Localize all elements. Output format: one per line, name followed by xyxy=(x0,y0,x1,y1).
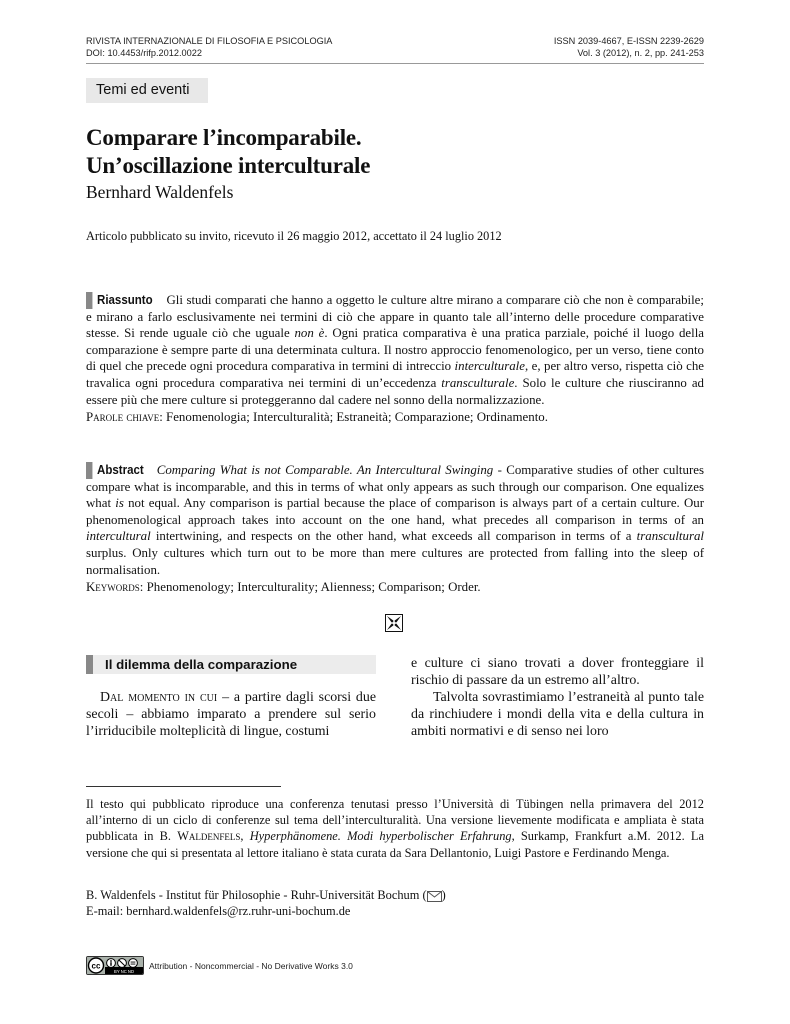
volume-info: Vol. 3 (2012), n. 2, pp. 241-253 xyxy=(577,48,704,58)
title-line-2: Un’oscillazione interculturale xyxy=(86,153,371,178)
section-heading: Il dilemma della comparazione xyxy=(86,655,376,674)
abstract-block xyxy=(86,462,704,596)
issn: ISSN 2039-4667, E-ISSN 2239-2629 xyxy=(553,36,704,46)
cc-license-badge[interactable] xyxy=(86,956,144,975)
body-column-left xyxy=(86,689,376,740)
envelope-icon[interactable] xyxy=(427,891,442,902)
article-title xyxy=(86,124,370,180)
affiliation-line xyxy=(86,887,704,903)
cc-by-nc-nd-icon xyxy=(87,957,143,974)
license-text[interactable]: Attribution - Noncommercial - No Derivative Works 3.0 xyxy=(149,960,353,971)
body-column-right xyxy=(411,655,704,740)
abstract-title: Comparing What is not Comparable. An Intercultural Swinging xyxy=(156,463,494,477)
opening-smallcaps: Dal momento in cui xyxy=(100,690,218,705)
author-name: Bernhard Waldenfels xyxy=(86,182,234,202)
running-header-right xyxy=(554,35,704,59)
journal-name: RIVISTA INTERNAZIONALE DI FILOSOFIA E PSICOLOGIA xyxy=(86,36,333,46)
riassunto-text-1: Gli studi comparati che hanno a oggetto le culture altre mirano a comparare ciò che non è comparabile; e mirano a farlo esclusivamente nei termini di ciò che appare in quanto tale all’interno delle procedure comparative stesse. Si rende uguale ciò che uguale xyxy=(86,293,704,341)
footnote-author-smallcaps: Waldenfels xyxy=(177,829,241,844)
cc-badge-caption: BY NC ND xyxy=(114,969,134,974)
riassunto-label: Riassunto xyxy=(86,292,153,309)
keywords-list: Phenomenology; Interculturality; Alienness; Comparison; Order. xyxy=(143,580,481,595)
abstract-text-4: surplus. Only cultures which turn out to be more than mere cultures are protected from falling into the sleep of normalisation. xyxy=(86,545,704,577)
abstract-label: Abstract xyxy=(86,462,144,479)
keywords xyxy=(86,579,704,596)
body-paragraph-right-1: e culture ci siano trovati a dover fronteggiare il rischio di passare da un estremo all’altro. xyxy=(411,656,704,688)
riassunto-block xyxy=(86,292,704,426)
parole-chiave-list: Fenomenologia; Interculturalità; Estraneità; Comparazione; Ordinamento. xyxy=(162,410,548,425)
email-line[interactable]: E-mail: bernhard.waldenfels@rz.ruhr-uni-bochum.de xyxy=(86,904,351,919)
abstract-text-1: - Comparative studies of other cultures compare what is incomparable, and this in terms of what only appears as such through our comparison. One equalizes what xyxy=(86,463,704,511)
abstract-italic-1: is xyxy=(115,496,124,511)
riassunto-italic-1: non è xyxy=(294,326,325,341)
abstract-italic-3: transcultural xyxy=(636,529,704,544)
body-paragraph-right-2: Talvolta sovrastimiamo l’estraneità al punto tale da rinchiudere i mondi della vita e della cultura in ambiti normativi e di senso nei loro xyxy=(411,690,704,739)
footnote-text-1: Il testo qui pubblicato riproduce una conferenza tenutasi presso l’Università di Tübingen nella primavera del 2012 all’interno di un ciclo di conferenze sul tema dell’interculturalità. Una versione lievemente modificata e ampliata è stata pubblicata in B. xyxy=(86,797,704,844)
ornament-icon xyxy=(385,614,403,632)
riassunto-italic-3: transculturale xyxy=(441,375,515,390)
abstract-text-2: not equal. Any comparison is partial because the place of comparison is always part of a certain culture. Our phenomenological approach takes into account on the one hand, what precedes all comparison in terms of an xyxy=(86,496,705,527)
riassunto-text-2: . Ogni pratica comparativa è una pratica parziale, poiché il luogo della comparazione è sempre parte di una determinata cultura. Il nostro approccio fenomenologico, per un verso, tiene conto di quel che precede ogni procedura comparativa in termini di intreccio xyxy=(86,326,705,374)
affiliation-end: ) xyxy=(441,888,446,902)
body-left-text: – a partire dagli scorsi due secoli – abbiamo imparato a prendere sul serio l’irriducibile molteplicità di lingue, costumi xyxy=(86,690,376,739)
affiliation: B. Waldenfels - Institut für Philosophie - Ruhr-Universität Bochum ( xyxy=(86,888,427,902)
section-tag: Temi ed eventi xyxy=(86,78,208,103)
author-contact xyxy=(86,887,704,919)
body-paragraph-left xyxy=(86,689,376,740)
running-header-left xyxy=(86,35,332,59)
cc-nd-icon xyxy=(129,959,138,968)
title-line-1: Comparare l’incomparabile. xyxy=(86,125,362,150)
footnote-rule xyxy=(86,786,281,787)
header-divider xyxy=(86,63,704,64)
riassunto-text-3: , e, per altro verso, rispetta ciò che travalica ogni procedura comparativa nei termini di un’eccedenza xyxy=(86,359,705,390)
keywords-label: Keywords: xyxy=(86,580,144,595)
publication-info: Articolo pubblicato su invito, ricevuto il 26 maggio 2012, accettato il 24 luglio 2012 xyxy=(86,229,502,243)
abstract-text-3: intertwining, and respects on the other hand, what exceeds all comparison in terms of a xyxy=(150,529,637,544)
riassunto-text-4: . Solo le culture che riusciranno ad essere più che mere culture si proteggeranno dal cadere nel sonno della normalizzazione. xyxy=(86,375,704,407)
abstract-italic-2: intercultural xyxy=(86,529,151,544)
footnote-text xyxy=(86,796,704,861)
footnote-text-3: , Surkamp, Frankfurt a.M. 2012. La versione che qui si presentata al lettore italiano è stata curata da Sara Dellantonio, Luigi Pastore e Ferdinando Menga. xyxy=(86,829,704,860)
footnote-book-title: Hyperphänomene. Modi hyperbolischer Erfahrung xyxy=(249,829,512,844)
footnote-text-2: , xyxy=(240,829,250,844)
parole-chiave-label: Parole chiave: xyxy=(86,410,163,425)
doi[interactable]: DOI: 10.4453/rifp.2012.0022 xyxy=(86,48,202,58)
cc-logo-text: cc xyxy=(91,961,101,971)
license-row xyxy=(86,956,353,975)
riassunto-italic-2: interculturale xyxy=(454,359,525,374)
parole-chiave xyxy=(86,409,704,426)
